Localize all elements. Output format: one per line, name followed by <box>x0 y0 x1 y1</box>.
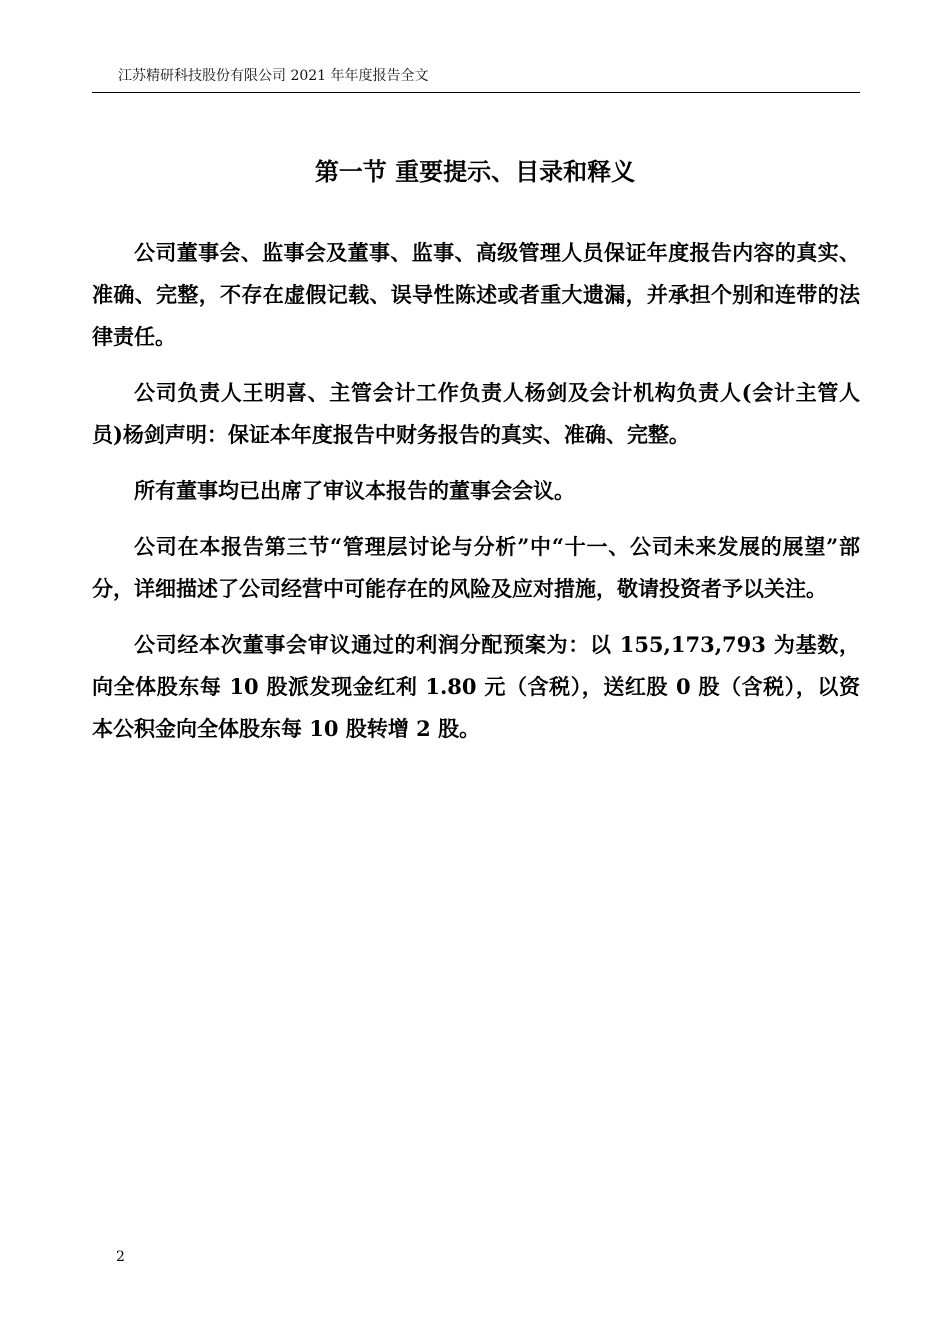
section-title: 第一节 重要提示、目录和释义 <box>314 157 636 186</box>
paragraph-financial-statement: 公司负责人王明喜、主管会计工作负责人杨剑及会计机构负责人(会计主管人员)杨剑声明：保证本年度报告中财务报告的真实、准确、完整。 <box>92 380 860 447</box>
page-number: 2 <box>116 1249 125 1265</box>
running-header: 江苏精研科技股份有限公司 2021 年年度报告全文 <box>118 68 429 84</box>
paragraph-directors-attendance: 所有董事均已出席了审议本报告的董事会会议。 <box>134 478 575 503</box>
header-divider <box>92 92 860 93</box>
paragraph-board-guarantee: 公司董事会、监事会及董事、监事、高级管理人员保证年度报告内容的真实、准确、完整，不存在虚假记载、误导性陈述或者重大遗漏，并承担个别和连带的法律责任。 <box>92 240 860 349</box>
paragraph-profit-distribution: 公司经本次董事会审议通过的利润分配预案为：以 155,173,793 为基数，向全体股东每 10 股派发现金红利 1.80 元（含税），送红股 0 股（含税），以资本公积金向全体股东每 10 股转增 2 股。 <box>92 632 860 741</box>
body-text <box>92 232 860 764</box>
paragraph-risk-notice: 公司在本报告第三节“管理层讨论与分析”中“十一、公司未来发展的展望”部分，详细描述了公司经营中可能存在的风险及应对措施，敬请投资者予以关注。 <box>92 534 860 601</box>
